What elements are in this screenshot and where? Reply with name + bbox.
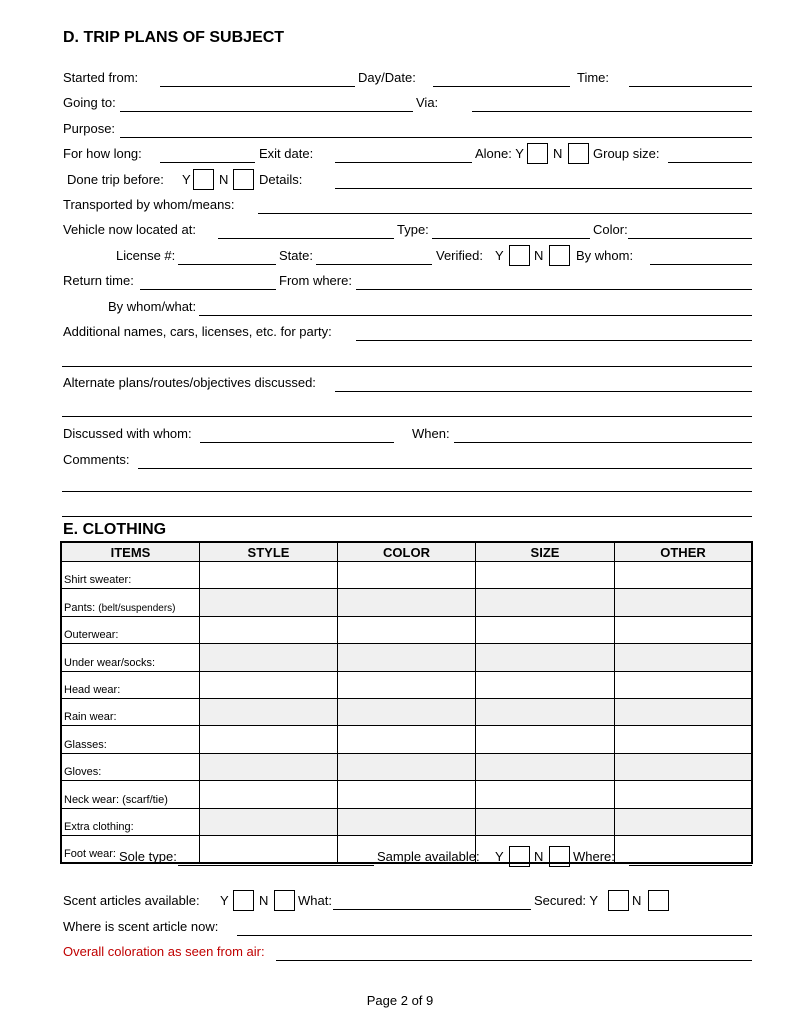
done-trip-label: Done trip before:: [67, 172, 164, 187]
style-cell[interactable]: [200, 781, 338, 808]
scent-where-label: Where is scent article now:: [63, 919, 219, 934]
day-date-field[interactable]: [433, 86, 570, 87]
alternate-field[interactable]: [335, 391, 752, 392]
size-cell[interactable]: [476, 753, 615, 780]
size-cell[interactable]: [476, 644, 615, 671]
alone-label: Alone: Y: [475, 146, 524, 161]
started-from-label: Started from:: [63, 70, 139, 85]
secured-label: Secured: Y: [534, 893, 599, 908]
alone-yes-checkbox[interactable]: [527, 143, 548, 164]
style-cell[interactable]: [200, 562, 338, 589]
when-field[interactable]: [454, 442, 752, 443]
other-cell[interactable]: [615, 698, 753, 725]
comments-field-line-2[interactable]: [62, 491, 752, 492]
going-to-label: Going to:: [63, 95, 116, 110]
item-name: Neck wear: (scarf/tie): [64, 793, 168, 806]
size-cell[interactable]: [476, 589, 615, 616]
overall-coloration-label: Overall coloration as seen from air:: [63, 944, 265, 959]
additional-label: Additional names, cars, licenses, etc. for party:: [63, 324, 332, 339]
clothing-item-label: [61, 589, 200, 616]
color-cell[interactable]: [338, 753, 476, 780]
clothing-item-label: [61, 616, 200, 643]
clothing-row: [61, 698, 752, 725]
details-field[interactable]: [335, 188, 752, 189]
clothing-item-label: [61, 753, 200, 780]
clothing-row: [61, 726, 752, 753]
scent-y-label: Y: [220, 893, 229, 908]
color-cell[interactable]: [338, 808, 476, 835]
scent-no-checkbox[interactable]: [274, 890, 295, 911]
secured-yes-checkbox[interactable]: [608, 890, 629, 911]
other-cell[interactable]: [615, 781, 753, 808]
scent-available-label: Scent articles available:: [63, 893, 200, 908]
style-cell[interactable]: [200, 616, 338, 643]
by-whom-what-label: By whom/what:: [108, 299, 197, 314]
style-cell[interactable]: [200, 808, 338, 835]
state-field[interactable]: [316, 264, 432, 265]
color-cell[interactable]: [338, 671, 476, 698]
transported-label: Transported by whom/means:: [63, 197, 235, 212]
alone-n-label: N: [553, 146, 563, 161]
group-size-label: Group size:: [593, 146, 660, 161]
item-name: Head wear:: [64, 683, 121, 696]
clothing-item-label: [61, 698, 200, 725]
via-field[interactable]: [472, 111, 752, 112]
clothing-item-label: [61, 808, 200, 835]
size-cell[interactable]: [476, 698, 615, 725]
day-date-label: Day/Date:: [358, 70, 416, 85]
comments-field-line-3[interactable]: [62, 516, 752, 517]
from-where-label: From where:: [279, 273, 352, 288]
sole-type-field[interactable]: [178, 865, 374, 866]
started-from-field[interactable]: [160, 86, 355, 87]
alternate-label: Alternate plans/routes/objectives discussed:: [63, 375, 316, 390]
style-cell[interactable]: [200, 726, 338, 753]
color-cell[interactable]: [338, 644, 476, 671]
size-cell[interactable]: [476, 671, 615, 698]
where-label: Where:: [573, 849, 615, 864]
time-field[interactable]: [629, 86, 752, 87]
scent-yes-checkbox[interactable]: [233, 890, 254, 911]
clothing-row: [61, 562, 752, 589]
color-cell[interactable]: [338, 616, 476, 643]
item-name: Under wear/socks:: [64, 656, 156, 669]
item-name: Pants:: [64, 601, 96, 614]
sample-yes-checkbox[interactable]: [509, 846, 530, 867]
clothing-row: [61, 753, 752, 780]
clothing-table-header: [61, 542, 752, 562]
item-name: Gloves:: [64, 766, 102, 779]
column-header: OTHER: [615, 542, 753, 562]
clothing-row: [61, 616, 752, 643]
clothing-row: [61, 644, 752, 671]
exit-date-field[interactable]: [335, 162, 472, 163]
going-to-field[interactable]: [120, 111, 413, 112]
clothing-row: [61, 589, 752, 616]
clothing-item-label: [61, 781, 200, 808]
color-cell[interactable]: [338, 726, 476, 753]
color-field[interactable]: [628, 238, 752, 239]
transported-field[interactable]: [258, 213, 752, 214]
clothing-row: [61, 808, 752, 835]
secured-no-checkbox[interactable]: [648, 890, 669, 911]
via-label: Via:: [416, 95, 439, 110]
color-cell[interactable]: [338, 589, 476, 616]
style-cell[interactable]: [200, 671, 338, 698]
size-cell[interactable]: [476, 808, 615, 835]
clothing-row: [61, 781, 752, 808]
size-cell[interactable]: [476, 562, 615, 589]
other-cell[interactable]: [615, 835, 753, 863]
by-whom-what-field[interactable]: [199, 315, 752, 316]
other-cell[interactable]: [615, 671, 753, 698]
done-trip-yes-checkbox[interactable]: [193, 169, 214, 190]
other-cell[interactable]: [615, 808, 753, 835]
secured-n-label: N: [632, 893, 642, 908]
item-name: Shirt sweater:: [64, 574, 132, 587]
what-label: What:: [298, 893, 332, 908]
how-long-label: For how long:: [63, 146, 142, 161]
item-name: Rain wear:: [64, 711, 117, 724]
vehicle-located-label: Vehicle now located at:: [63, 222, 196, 237]
how-long-field[interactable]: [160, 162, 255, 163]
done-trip-no-checkbox[interactable]: [233, 169, 254, 190]
color-cell[interactable]: [338, 562, 476, 589]
done-trip-y-label: Y: [182, 172, 191, 187]
details-label: Details:: [259, 172, 303, 187]
comments-label: Comments:: [63, 452, 130, 467]
other-cell[interactable]: [615, 589, 753, 616]
when-label: When:: [412, 426, 450, 441]
style-cell[interactable]: [200, 589, 338, 616]
clothing-item-label: [61, 644, 200, 671]
purpose-field[interactable]: [120, 137, 752, 138]
other-cell[interactable]: [615, 644, 753, 671]
style-cell[interactable]: [200, 835, 338, 863]
pants-note: (belt/suspenders): [98, 602, 176, 614]
column-header: SIZE: [476, 542, 615, 562]
exit-date-label: Exit date:: [259, 146, 314, 161]
column-header: ITEMS: [61, 542, 200, 562]
style-cell[interactable]: [200, 753, 338, 780]
return-time-field[interactable]: [140, 289, 276, 290]
clothing-item-label: [61, 562, 200, 589]
group-size-field[interactable]: [668, 162, 752, 163]
size-cell[interactable]: [476, 726, 615, 753]
section-e-title: E. CLOTHING: [63, 521, 167, 538]
done-trip-n-label: N: [219, 172, 229, 187]
size-cell[interactable]: [476, 616, 615, 643]
where-field[interactable]: [629, 865, 752, 866]
other-cell[interactable]: [615, 726, 753, 753]
sample-y-label: Y: [495, 849, 504, 864]
other-cell[interactable]: [615, 616, 753, 643]
size-cell[interactable]: [476, 781, 615, 808]
item-name: Outerwear:: [64, 629, 119, 642]
other-cell[interactable]: [615, 562, 753, 589]
discussed-with-field[interactable]: [200, 442, 394, 443]
item-name: Foot wear:: [64, 848, 116, 861]
scent-n-label: N: [259, 893, 269, 908]
purpose-label: Purpose:: [63, 121, 116, 136]
vehicle-located-field[interactable]: [218, 238, 394, 239]
color-cell[interactable]: [338, 698, 476, 725]
verified-y-label: Y: [495, 248, 504, 263]
sole-type-label: Sole type:: [119, 849, 177, 864]
clothing-table: [60, 541, 753, 864]
style-cell[interactable]: [200, 698, 338, 725]
clothing-row: [61, 671, 752, 698]
time-label: Time:: [577, 70, 610, 85]
additional-field-line-2[interactable]: [62, 366, 752, 367]
clothing-item-label: [61, 671, 200, 698]
column-header: COLOR: [338, 542, 476, 562]
clothing-item-label: [61, 726, 200, 753]
alternate-field-line-2[interactable]: [62, 416, 752, 417]
return-time-label: Return time:: [63, 273, 134, 288]
what-field[interactable]: [333, 909, 531, 910]
sample-no-checkbox[interactable]: [549, 846, 570, 867]
state-label: State:: [279, 248, 313, 263]
overall-coloration-field[interactable]: [276, 960, 752, 961]
type-field[interactable]: [432, 238, 590, 239]
license-field[interactable]: [178, 264, 276, 265]
section-d-title: D. TRIP PLANS OF SUBJECT: [63, 29, 285, 46]
from-where-field[interactable]: [356, 289, 752, 290]
by-whom-field[interactable]: [650, 264, 752, 265]
license-label: License #:: [116, 248, 176, 263]
item-name: Glasses:: [64, 738, 107, 751]
verified-yes-checkbox[interactable]: [509, 245, 530, 266]
additional-field[interactable]: [356, 340, 752, 341]
discussed-with-label: Discussed with whom:: [63, 426, 192, 441]
item-name: Extra clothing:: [64, 820, 134, 833]
color-cell[interactable]: [338, 781, 476, 808]
comments-field[interactable]: [138, 468, 752, 469]
scent-where-field[interactable]: [237, 935, 752, 936]
other-cell[interactable]: [615, 753, 753, 780]
verified-n-label: N: [534, 248, 544, 263]
column-header: STYLE: [200, 542, 338, 562]
page-number: Page 2 of 9: [366, 993, 434, 1008]
verified-label: Verified:: [436, 248, 483, 263]
type-label: Type:: [397, 222, 429, 237]
verified-no-checkbox[interactable]: [549, 245, 570, 266]
sample-available-label: Sample available:: [377, 849, 480, 864]
alone-no-checkbox[interactable]: [568, 143, 589, 164]
color-label: Color:: [593, 222, 628, 237]
style-cell[interactable]: [200, 644, 338, 671]
by-whom-label: By whom:: [576, 248, 634, 263]
sample-n-label: N: [534, 849, 544, 864]
